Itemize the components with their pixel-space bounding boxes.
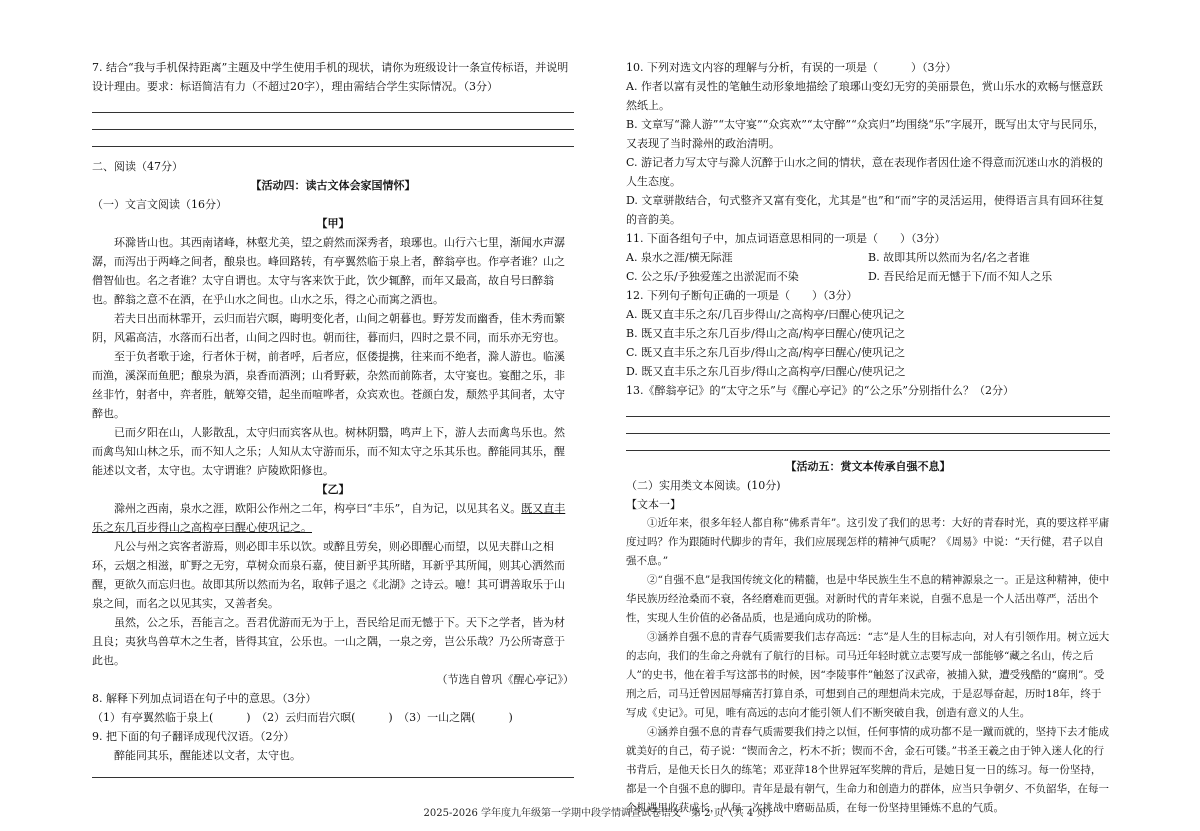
question-12: 12. 下列句子断句正确的一项是（ ）（3分） [626,289,858,302]
answer-line [92,113,574,130]
question-10-option-b: B. 文章写“滁人游”“太守宴”“众宾欢”“太守醉”“众宾归”均围绕“乐”字展开，既写出太守与民同乐，又表现了当时滁州的政治清明。 [626,118,1105,150]
passage-source: （节选自曾巩《醒心亭记》） [436,673,574,686]
activity-five-heading: 【活动五：赏文本传承自强不息】 [785,460,951,473]
answer-line [92,96,574,113]
question-11-option-a: A. 泉水之涯/横无际涯 [626,251,733,264]
question-9-sentence: 醉能同其乐，醒能述以文者，太守也。 [114,749,301,762]
question-12-option-b: B. 既又直丰乐之东几百步/得山之高/构亭曰醒心/使巩记之 [626,327,906,340]
classical-reading-subtitle: （一）文言文阅读（16分） [92,198,227,211]
question-11-option-b: B. 故即其所以然而为名/名之者谁 [868,251,1030,264]
question-7: 7. 结合“我与手机保持距离”主题及中学生使用手机的现状，请你为班级设计一条宣传标语，并说明设计理由。要求：标语简洁有力（不超过20字），理由需结合学生实际情况。（3分） [92,61,569,93]
page-footer: 2025-2026 学年度九年级第一学期中段学情调查试卷语文 第 2 页（共 4 页） [423,808,777,819]
question-13: 13.《醉翁亭记》的“太守之乐”与《醒心亭记》的“公之乐”分别指什么？（2分） [626,384,1014,397]
practical-reading-subtitle: （二）实用类文本阅读。(10分) [626,479,781,492]
text-one-paragraph: ③涵养自强不息的青春气质需要我们志存高远：“志”是人生的目标志向，对人有引领作用。树立远大的志向，我们的生命之舟就有了航行的目标。司马迁年轻时就立志要写成一部能够“藏之名山，传之后人”的史书，他在着手写这部书的时候，因“李陵事件”触怒了汉武帝，被捕入狱，遭受残酷的“腐刑”。受刑之后，司马迁曾因屈辱痛苦打算自杀，可想到自己的理想尚未完成，于是忍辱奋起，历时18年，终于写成《史记》。可见，唯有高远的志向才能引领人们不断突破自我，创造有意义的人生。 [626,631,1110,719]
left-column [92,58,574,778]
question-10-option-d: D. 文章骈散结合，句式整齐又富有变化，尤其是“也”和“而”字的灵活运用，使得语言具有回环往复的音韵美。 [626,194,1104,226]
question-8: 8. 解释下列加点词语在句子中的意思。（3分） [92,692,317,705]
passage-yi-paragraph: 凡公与州之宾客者游焉，则必即丰乐以饮。或醉且劳矣，则必即醒心而望，以见夫群山之相环，云烟之相滋，旷野之无穷，草树众而泉石嘉，使目新乎其所睹，耳新乎其所闻，则其心洒然而醒，更欲久而忘归也。故即其所以然而为名，取韩子退之《北湖》之诗云。噫！其可谓善取乐于山泉之间，而名之以见其实，又善者矣。 [92,540,565,610]
underlined-sentence: 既又直丰乐之东几百步得山之高构亭曰醒心使巩记之。 [92,502,566,534]
answer-line [92,130,574,147]
section-reading-title: 二、阅读（47分） [92,160,183,173]
text-one-paragraph: ④涵养自强不息的青春气质需要我们持之以恒，任何事情的成功都不是一蹴而就的，坚持下去才能成就美好的自己，荀子说：“锲而舍之，朽木不折；锲而不舍，金石可镂。”书圣王羲之由于钟入迷人化的行书背后，是他天长日久的练笔；邓亚萍18个世界冠军奖牌的背后，是她日复一日的练习。每一份坚持，都是一个自强不息的脚印。青年是最有朝气，生命力和创造力的群体，应当只争朝夕、不负韶华，在每一个机遇里收获成长，从每一次挑战中磨砺品质，在每一份坚持里锤炼不息的气质。 [626,726,1109,814]
question-10: 10. 下列对选文内容的理解与分析，有误的一项是（ ）（3分） [626,61,957,74]
question-11-option-c: C. 公之乐/予独爱莲之出淤泥而不染 [626,270,799,283]
question-12-option-d: D. 既又直丰乐之东几百步/得山之高构亭/曰醒心/使巩记之 [626,365,906,378]
passage-jia-paragraph: 环滁皆山也。其西南诸峰，林壑尤美，望之蔚然而深秀者，琅琊也。山行六七里，渐闻水声潺潺，而泻出于两峰之间者，酿泉也。峰回路转，有亭翼然临于泉上者，醉翁亭也。作亭者谁？山之僧智仙也。名之者谁？太守自谓也。太守与客来饮于此，饮少辄醉，而年又最高，故自号曰醉翁也。醉翁之意不在酒，在乎山水之间也。山水之乐，得之心而寓之酒也。 [92,236,565,306]
passage-yi-paragraph [92,499,574,537]
question-12-option-a: A. 既又直丰乐之东/几百步得山/之高构亭/曰醒心使巩记之 [626,308,906,321]
passage-jia-paragraph: 已而夕阳在山，人影散乱，太守归而宾客从也。树林阴翳，鸣声上下，游人去而禽鸟乐也。然而禽鸟知山林之乐，而不知人之乐；人知从太守游而乐，而不知太守之乐其乐也。醉能同其乐，醒能述以文者，太守也。太守谓谁？庐陵欧阳修也。 [92,426,565,477]
answer-line [626,400,1110,417]
text-one-paragraph: ①近年来，很多年轻人都自称“佛系青年”。这引发了我们的思考：大好的青春时光，真的要这样平庸度过吗？作为跟随时代脚步的青年，我们应展现怎样的精神气质呢？《周易》中说：“天行健，君子以自强不息。” [626,517,1110,567]
text-one-paragraph: ②“自强不息”是我国传统文化的精髓，也是中华民族生生不息的精神源泉之一。正是这种精神，使中华民族历经沧桑而不衰，各经磨难而更强。对新时代的青年来说，自强不息是一个人活出尊严，活出个性，实现人生价值的必备品质，也是通向成功的阶梯。 [626,574,1110,624]
question-10-option-a: A. 作者以富有灵性的笔触生动形象地描绘了琅琊山变幻无穷的美丽景色，赏山乐水的欢畅与惬意跃然纸上。 [626,80,1103,112]
answer-line [92,765,574,778]
question-11-options-row [626,267,1110,286]
question-9: 9. 把下面的句子翻译成现代汉语。（2分） [92,730,295,743]
question-11-option-d: D. 吾民给足而无憾于下/而不知人之乐 [868,270,1053,283]
text-one-label: 【文本一】 [626,498,681,511]
passage-jia-label: 【甲】 [316,217,350,230]
question-10-option-c: C. 游记者力写太守与滁人沉醉于山水之间的情状，意在表现作者因仕途不得意而沉迷山水的消极的人生态度。 [626,156,1104,188]
right-column [626,58,1110,818]
question-11-options-row [626,248,1110,267]
answer-line [626,417,1110,434]
passage-yi-text: 滁州之西南，泉水之涯，欧阳公作州之二年，构亭曰“丰乐”，自为记，以见其名义。 [114,502,522,515]
question-8-items: （1）有亭翼然临于泉上( ) （2）云归而岩穴暝( ) （3）一山之隅( ) [92,711,513,724]
question-12-option-c: C. 既又直丰乐之东几百步/得山之高/构亭曰醒心/使巩记之 [626,346,906,359]
answer-line [626,434,1110,451]
activity-four-heading: 【活动四：读古文体会家国情怀】 [250,179,416,192]
passage-yi-paragraph: 虽然，公之乐，吾能言之。吾君优游而无为于上，吾民给足而无憾于下。天下之学者，皆为材且良；夷狄鸟兽草木之生者，皆得其宜，公乐也。一山之隅，一泉之旁，岂公乐哉？乃公所寄意于此也。 [92,616,565,667]
question-11: 11. 下面各组句子中，加点词语意思相同的一项是（ ）（3分） [626,232,946,245]
passage-yi-label: 【乙】 [316,483,350,496]
passage-jia-paragraph: 至于负者歌于途，行者休于树，前者呼，后者应，伛偻提携，往来而不绝者，滁人游也。临溪而渔，溪深而鱼肥；酿泉为酒，泉香而酒洌；山肴野蔌，杂然而前陈者，太守宴也。宴酣之乐，非丝非竹，射者中，弈者胜，觥筹交错，起坐而喧哗者，众宾欢也。苍颜白发，颓然乎其间者，太守醉也。 [92,350,565,420]
passage-jia-paragraph: 若夫日出而林霏开，云归而岩穴暝，晦明变化者，山间之朝暮也。野芳发而幽香，佳木秀而繁阴，风霜高洁，水落而石出者，山间之四时也。朝而往，暮而归，四时之景不同，而乐亦无穷也。 [92,312,565,344]
